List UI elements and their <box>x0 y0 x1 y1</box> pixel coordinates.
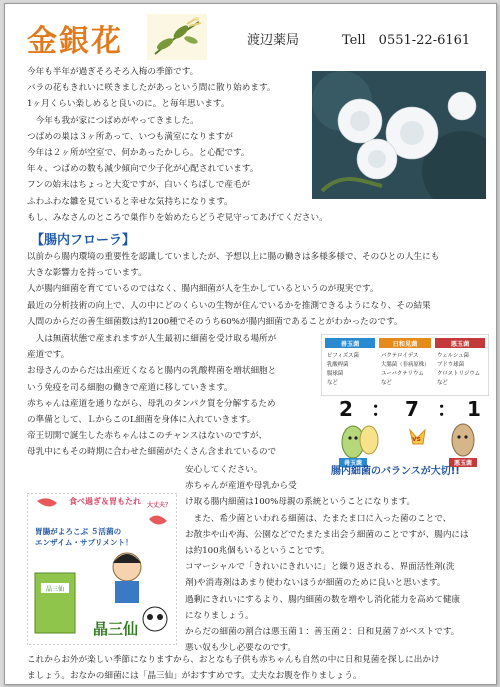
table-cell: など <box>437 380 448 386</box>
table-cell: ブドウ球菌 <box>437 362 464 368</box>
table-cell: クロストリジウム <box>437 371 481 377</box>
flora-paragraph-full: 以前から腸内環境の重要性を認識していましたが、予想以上に腸の働きは多様多様で、そのひとの人生にも 大きな影響力を持っています。 人が腸内細菌を育てているのではなく、腸内細菌が人を生かしているというのが現実です。 最近の分析技術の向上で、人の中にどのくらいの生物が住んでいるかを推測できるようになり、その結果 人間のからだの善生細菌数は約1200種でそのうち60%が腸内細菌であることがわかったのです。 <box>27 252 440 327</box>
ad-subtitle: 胃腸がよろこぶ ５活菌の エンザイム・サプリメント！ <box>35 527 133 547</box>
white-rose-photo <box>312 71 486 199</box>
good-bacteria-label: 善玉菌 <box>343 460 363 467</box>
phone-number: Tell 0551-22-6161 <box>342 33 471 48</box>
intro-text: 今年も半年が過ぎそろそろ入梅の季節です。 バラの花もきれいに咲きましたがあっという間に散り始めます。 1ヶ月くらい楽しめると良いのに。と毎年思います。 今年も我が家につばめがやってきました。 つばめの巣は３ヶ所あって、いつも満室になりますが 今年は２ヶ所が空室で、何かあったかしら。と心配です。 年々、つばめの数も減少傾向で少子化が心配されています。 フンの始末はちょっと大変ですが、白いくちばしで産毛が ふわふわな雛を見ていると幸せな気持ちになります。 もし、みなさんのところで巣作りを始めたらどうぞ見守ってあげてください。 <box>27 67 328 223</box>
table-cell: 大腸菌（非病原株） <box>381 362 430 368</box>
ratio-bad: 1 <box>467 397 481 421</box>
box-label: 晶三仙 <box>45 586 65 593</box>
section-heading: 【腸内フローラ】 <box>31 233 136 248</box>
ad-tag2: 大丈夫？ <box>147 502 172 509</box>
bacteria-table <box>321 334 489 396</box>
honeysuckle-logo <box>147 14 207 60</box>
bad-bacteria-label: 悪玉菌 <box>453 460 473 467</box>
ratio-sep: ： <box>437 397 457 421</box>
table-cell: 腸球菌 <box>327 371 344 377</box>
newsletter-page <box>4 3 497 685</box>
ad-tagline: 食べ過ぎ＆胃もたれ <box>69 497 141 506</box>
table-cell: バクテロイデス <box>381 353 419 359</box>
table-cell: ユーバクテリウム <box>381 371 424 377</box>
table-header: 悪玉菌 <box>450 341 470 348</box>
flora-paragraph-right: 安心してください。 赤ちゃんが産道や母乳から受 け取る腸内細菌は100%母親の系統ということになります。 また、希少菌といわれる細菌は、たまたま口に入った菌のことで、 お散歩や山や海、公園などでたまたま出会う細菌のことですが、腸内には は約100兆個もいるということです。 コマーシャルで「きれいにきれいに」と繰り返される、界面活性剤(洗 剤)や消毒剤はあまり使わないほうが細菌のために良いと思います。 過剰にきれいにするより、腸内細菌の数を増やし消化能力を高めて健康 になりましょう。 からだの細菌の割合は悪玉菌１：善玉菌２：日和見菌７がベストです。 悪い奴も少し必要なのです。 <box>185 465 469 654</box>
product-name: 晶三仙 <box>93 620 139 638</box>
ratio-good: 2 <box>339 397 353 421</box>
table-header: 善玉菌 <box>340 341 360 348</box>
table-cell: 乳酸桿菌 <box>327 362 349 368</box>
ratio-caption: 腸内細菌のバランスが大切!! <box>331 466 460 477</box>
ratio-sep: ： <box>371 397 391 421</box>
vs-label: vs <box>412 435 421 443</box>
pharmacy-name: 渡辺薬局 <box>247 33 300 48</box>
table-cell: ウェルシュ菌 <box>437 353 469 359</box>
table-cell: など <box>381 380 392 386</box>
newsletter-title: 金銀花 <box>27 24 123 59</box>
table-header: 日和見菌 <box>392 341 418 348</box>
closing-text: これからお外が楽しい季節になりますから、おとなも子供も赤ちゃんも自然の中に日和見菌を探しに出かけ ましょう。おなかの細菌には「晶三仙」がおすすめです。丈夫なお腹を作りましょう。 <box>27 655 440 682</box>
table-cell: ビフィズス菌 <box>327 353 359 359</box>
flora-paragraph-left: 人は無菌状態で産まれますが人生最初に細菌を受け取る場所が 産道です。 お母さんのからだは出産近くなると腸内の乳酸桿菌を増状細胞と いう免疫を司る細胞の働きで産道に移していきます。 赤ちゃんは産道を通りながら、母乳のタンパク質を分解するため の準備として、ＬからこのL細菌を身体に入れていきます。 帝王切開で誕生した赤ちゃんはこのチャンスはないのですが、 母乳中にもその時期に合わせた細菌がたくさん含まれているので <box>27 334 277 458</box>
ratio-neutral: 7 <box>405 397 419 421</box>
table-cell: など <box>327 380 338 386</box>
